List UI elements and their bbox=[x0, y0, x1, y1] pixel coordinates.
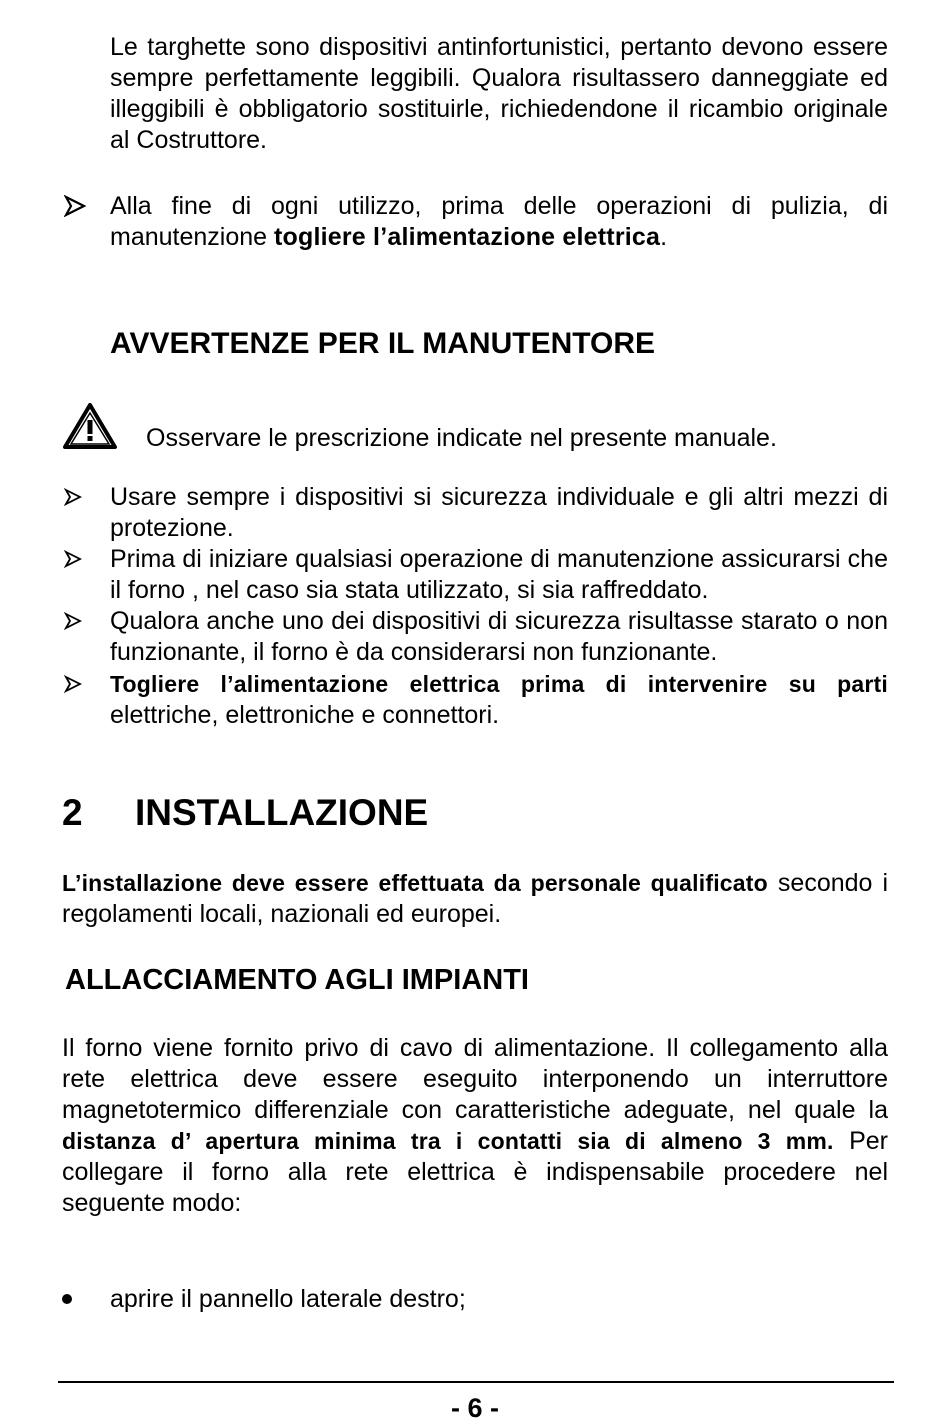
list-item: aprire il pannello laterale destro; bbox=[110, 1285, 466, 1313]
footer-rule bbox=[58, 1381, 894, 1383]
section-number: 2 bbox=[62, 792, 83, 833]
page-number: - 6 - bbox=[450, 1393, 499, 1423]
connection-bold: distanza d’ apertura minima tra i contatti sia di almeno 3 mm. bbox=[62, 1128, 834, 1154]
list-item: Qualora anche uno dei dispositivi di sicurezza risultasse starato o non funzionante, il forno è da considerarsi non funzionante. bbox=[110, 607, 888, 666]
installation-intro-bold: L’installazione deve essere effettuata da personale qualificato bbox=[62, 870, 768, 896]
connection-paragraph: Il forno viene fornito privo di cavo di alimentazione. Il collegamento alla rete elettrica deve essere eseguito interponendo un interruttore magnetotermico differenziale con caratteristiche adeguate, nel quale la distanza d’ apertura minima tra i contatti sia di almeno 3 mm. Per collegare il forno alla rete elettrica è indispensabile procedere nel seguente modo: bbox=[62, 1034, 888, 1217]
list-item-bold: Togliere l’alimentazione elettrica prima di intervenire su parti bbox=[110, 671, 888, 697]
bullet-dot-icon bbox=[62, 1294, 72, 1304]
connection-heading: ALLACCIAMENTO AGLI IMPIANTI bbox=[65, 964, 529, 996]
arrow-bullet-icon bbox=[64, 488, 82, 506]
maintenance-heading: AVVERTENZE PER IL MANUTENTORE bbox=[110, 327, 656, 360]
section-title: INSTALLAZIONE bbox=[135, 792, 429, 833]
warning-text: Osservare le prescrizione indicate nel presente manuale. bbox=[146, 424, 777, 452]
intro-paragraph: Le targhette sono dispositivi antinfortunistici, pertanto devono essere sempre perfettamente leggibili. Qualora risultassero danneggiate ed illeggibili è obbligatorio sostituirle, richiedendone il ricambio originale al Costruttore. bbox=[110, 33, 888, 154]
arrow-bullet-icon bbox=[64, 550, 82, 568]
arrow-bullet-icon bbox=[64, 675, 82, 693]
arrow-bullet-icon bbox=[64, 195, 86, 217]
warning-triangle-icon bbox=[62, 402, 118, 455]
arrow-bullet-icon bbox=[64, 612, 82, 630]
list-item: Prima di iniziare qualsiasi operazione di manutenzione assicurarsi che il forno , nel caso sia stata utilizzato, si sia raffreddato. bbox=[110, 545, 888, 604]
end-of-use-bold: togliere l’alimentazione elettrica bbox=[274, 223, 661, 251]
list-item-continuation: elettriche, elettroniche e connettori. bbox=[110, 701, 500, 729]
end-of-use-paragraph: Alla fine di ogni utilizzo, prima delle operazioni di pulizia, di manutenzione togliere l’alimentazione elettrica. bbox=[110, 192, 888, 251]
installation-intro: L’installazione deve essere effettuata da personale qualificato secondo i regolamenti locali, nazionali ed europei. bbox=[62, 869, 889, 928]
list-item: Usare sempre i dispositivi si sicurezza individuale e gli altri mezzi di protezione. bbox=[110, 483, 888, 542]
